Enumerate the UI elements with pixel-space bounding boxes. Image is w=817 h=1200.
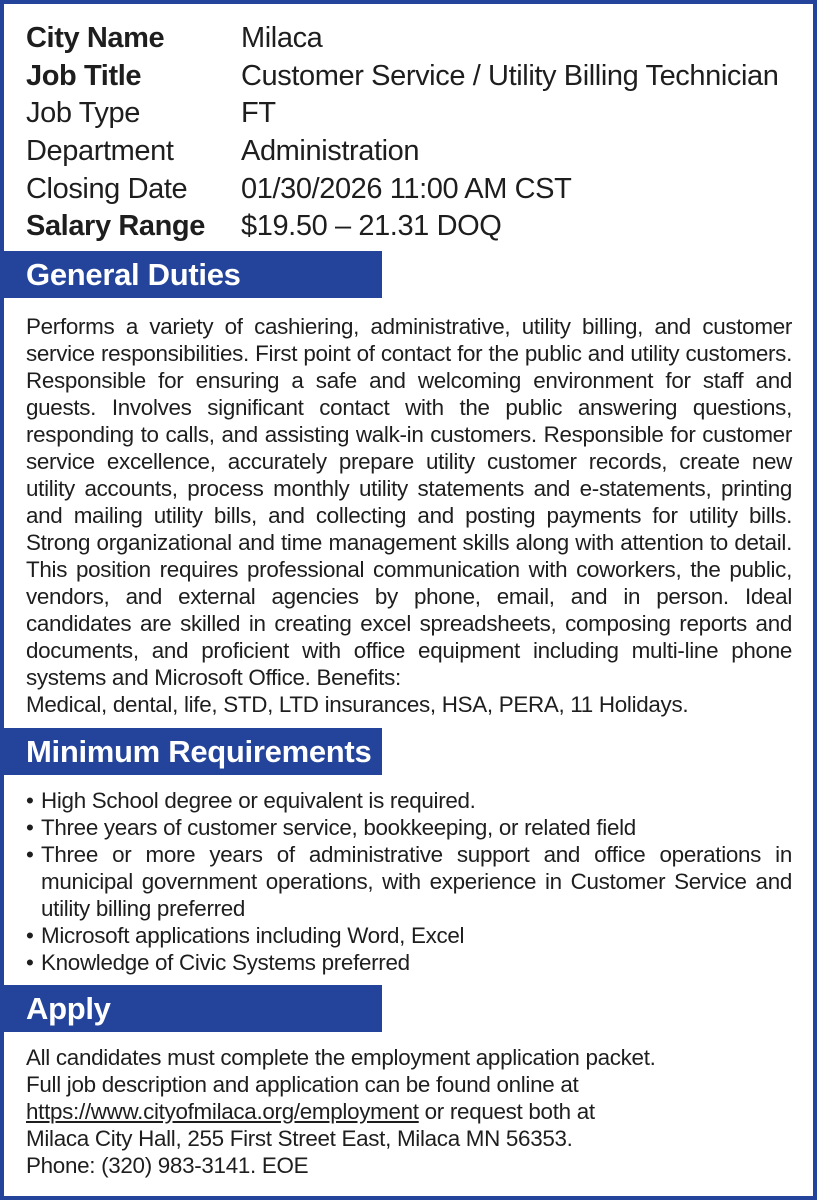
list-item <box>26 814 792 841</box>
list-item <box>26 841 792 922</box>
minimum-requirements-heading: Minimum Requirements <box>4 728 382 775</box>
job-type-label: Job Type <box>26 97 140 130</box>
bullet-icon: • <box>26 842 34 867</box>
bullet-icon: • <box>26 788 34 813</box>
apply-line-address: Milaca City Hall, 255 First Street East, Milaca MN 56353. <box>26 1126 573 1151</box>
requirement-text: High School degree or equivalent is required. <box>41 788 476 813</box>
list-item <box>26 922 792 949</box>
general-duties-body <box>26 313 792 718</box>
city-name-value: Milaca <box>241 22 323 55</box>
general-duties-text: Performs a variety of cashiering, administrative, utility billing, and customer service responsibilities. First point of contact for the public and utility customers. Responsible for ensuring a safe and welcoming environment for staff and guests. Involves significant contact with the public answering questions, responding to calls, and assisting walk-in customers. Responsible for customer service excellence, accurately prepare utility customer records, create new utility accounts, process monthly utility statements and e-statements, printing and mailing utility bills, and collecting and posting payments for utility bills. Strong organizational and time management skills along with attention to detail. This position requires professional communication with coworkers, the public, vendors, and external agencies by phone, email, and in person. Ideal candidates are skilled in creating excel spreadsheets, composing reports and documents, and proficient with office equipment including multi-line phone systems and Microsoft Office. Benefits: <box>26 314 792 690</box>
job-title-value: Customer Service / Utility Billing Technician <box>241 59 779 92</box>
list-item <box>26 949 792 976</box>
requirement-text: Knowledge of Civic Systems preferred <box>41 950 410 975</box>
city-name-label: City Name <box>26 22 165 55</box>
requirement-text: Microsoft applications including Word, Excel <box>41 923 465 948</box>
apply-heading: Apply <box>4 985 382 1032</box>
apply-line-link <box>26 1098 792 1125</box>
info-row-closing-date <box>26 170 796 208</box>
closing-date-value: 01/30/2026 11:00 AM CST <box>241 172 572 205</box>
list-item <box>26 787 792 814</box>
info-row-job-title <box>26 58 796 96</box>
bullet-icon: • <box>26 950 34 975</box>
apply-line-phone: Phone: (320) 983-3141. EOE <box>26 1153 309 1178</box>
job-title-label: Job Title <box>26 59 142 92</box>
job-info-table <box>26 20 796 246</box>
department-label: Department <box>26 135 174 168</box>
requirements-list <box>26 787 792 976</box>
apply-line-online: Full job description and application can be found online at <box>26 1072 579 1097</box>
bullet-icon: • <box>26 923 34 948</box>
info-row-department <box>26 133 796 171</box>
general-duties-heading: General Duties <box>4 251 382 298</box>
employment-link[interactable]: https://www.cityofmilaca.org/employment <box>26 1099 419 1124</box>
requirement-text: Three years of customer service, bookkeeping, or related field <box>41 815 636 840</box>
requirement-text: Three or more years of administrative support and office operations in municipal government operations, with experience in Customer Service and utility billing preferred <box>41 842 792 921</box>
closing-date-label: Closing Date <box>26 172 188 205</box>
department-value: Administration <box>241 135 420 168</box>
salary-range-label: Salary Range <box>26 210 205 243</box>
bullet-icon: • <box>26 815 34 840</box>
benefits-text: Medical, dental, life, STD, LTD insurances, HSA, PERA, 11 Holidays. <box>26 692 689 717</box>
info-row-job-type <box>26 95 796 133</box>
job-type-value: FT <box>241 97 276 130</box>
info-row-salary-range <box>26 208 796 246</box>
apply-body <box>26 1044 792 1179</box>
apply-link-suffix: or request both at <box>418 1099 595 1124</box>
salary-range-value: $19.50 – 21.31 DOQ <box>241 210 502 243</box>
info-row-city-name <box>26 20 796 58</box>
apply-line-requirement: All candidates must complete the employment application packet. <box>26 1045 656 1070</box>
